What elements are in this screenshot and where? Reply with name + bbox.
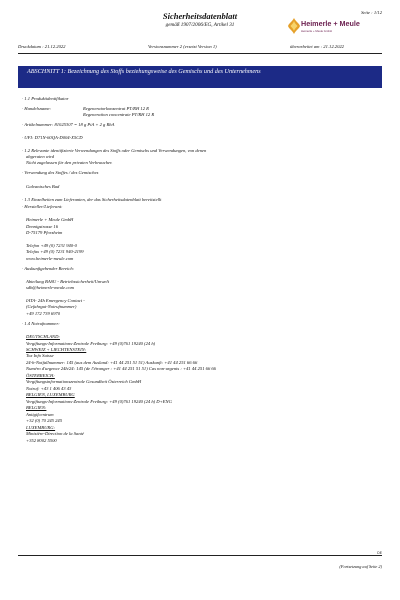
country-heading: SCHWEIZ + LIECHTENSTEIN: bbox=[26, 347, 87, 352]
country-heading: LUXEMBURG: bbox=[26, 425, 56, 430]
text-line: Vergiftungs-Informations-Zentrale Freiburg: +49 (0)761 19240 (24 h) D+ENG bbox=[26, 399, 172, 404]
text-line: +49 172 739 6970 bbox=[26, 311, 61, 316]
logo-name: Heimerle + Meule bbox=[301, 19, 360, 28]
logo-tagline: Heimerle + Meule GmbH bbox=[301, 29, 332, 33]
text-line: IATA- 24h Emergency Contact - bbox=[26, 298, 85, 303]
text-line: +32 (0) 70 245 245 bbox=[26, 418, 63, 423]
text-line: Abteilung BASU - Betriebssicherheit/Umwelt bbox=[26, 279, 109, 284]
email-link[interactable]: sdb@heimerle-meule.com bbox=[26, 285, 74, 290]
section-1-heading-box bbox=[18, 66, 382, 88]
revision-date: überarbeitet am : 21.12.2022 bbox=[290, 44, 344, 49]
text-line: 24-h-Notfallnummer: 145 (aus dem Ausland: +41 44 251 51 51) Auskunft: +41 44 251 66 66 bbox=[26, 360, 198, 365]
country-heading: BELGIEN, LUXEMBURG bbox=[26, 392, 75, 397]
continuation-note: (Fortsetzung auf Seite 2) bbox=[339, 564, 382, 569]
text-line: Vergiftungsinformationszentrale Gesundheit Österreich GmbH bbox=[26, 379, 142, 384]
header-divider bbox=[18, 53, 382, 54]
text-line: (Gefahrgut-Notrufnummer) bbox=[26, 304, 77, 309]
text-line: abgeraten wird bbox=[26, 154, 55, 159]
text-line: · Hersteller/Lieferant: bbox=[22, 204, 63, 209]
text-line: · Auskunftgebender Bereich: bbox=[22, 266, 75, 271]
text-line: · Handelsname: bbox=[22, 106, 52, 111]
text-line: Heimerle + Meule GmbH bbox=[26, 217, 74, 222]
text-line: · 1.2 Relevante identifizierte Verwendungen des Stoffs oder Gemischs und Verwendungen, von denen bbox=[22, 148, 207, 153]
country-heading: DEUTSCHLAND: bbox=[26, 334, 60, 339]
text-line: Galvanisches Bad bbox=[26, 184, 60, 189]
text-line: · Artikelnummer: 81025307 = 18 g PtA + 2 g RhA bbox=[22, 122, 115, 127]
document-title: Sicherheitsdatenblatt bbox=[162, 11, 238, 21]
footer-divider bbox=[18, 555, 382, 556]
text-line: Antigifcentrum bbox=[26, 412, 54, 417]
page-number: Seite : 1/12 bbox=[361, 10, 382, 15]
text-line: D-75179 Pforzheim bbox=[26, 230, 63, 235]
country-heading: ÖSTERREICH: bbox=[26, 373, 55, 378]
company-logo-icon bbox=[287, 17, 301, 35]
print-date: Druckdatum : 21.12.2022 bbox=[18, 44, 66, 49]
section-1-heading: ABSCHNITT 1: Bezeichnung des Stoffs beziehungsweise des Gemischs und des Unternehmens bbox=[27, 68, 261, 75]
website-link[interactable]: www.heimerle-meule.com bbox=[26, 256, 74, 261]
text-line: Numéro d'urgence 24h/24: 145 (de l'étranger : +41 44 251 51 51) Cas non-urgents : +41 44 251 66 66 bbox=[26, 366, 216, 371]
language-code: DE bbox=[377, 551, 382, 555]
text-line: +352 8002 5500 bbox=[26, 438, 57, 443]
text-line: Notruf: +43 1 406 43 43 bbox=[26, 386, 72, 391]
text-line: Vergiftungs-Informations-Zentrale Freiburg: +49 (0)761 19240 (24 h) bbox=[26, 341, 156, 346]
text-line: Telefon +49 (0) 7231 940-0 bbox=[26, 243, 77, 248]
text-line: · Verwendung des Stoffes / des Gemisches bbox=[22, 170, 99, 175]
text-line: Telefax +49 (0) 7231 940-2199 bbox=[26, 249, 84, 254]
version-number: Versionsnummer 2 (ersetzt Version 1) bbox=[148, 44, 217, 49]
country-heading: BELGIEN: bbox=[26, 405, 47, 410]
text-line: Nicht zugelassen für den privaten Verbraucher. bbox=[26, 160, 113, 165]
text-line: Regeneratorkonzentrat PT/RH 12 R bbox=[83, 106, 149, 111]
text-line: Ministère-Direction de la Santé bbox=[26, 431, 84, 436]
document-subtitle: gemäß 1907/2006/EG, Artikel 31 bbox=[165, 22, 235, 28]
text-line: · 1.4 Notrufnummer: bbox=[22, 321, 60, 326]
text-line: Tox Info Suisse bbox=[26, 353, 54, 358]
text-line: · UFI: D71N-60QA-D004-X5CD bbox=[22, 135, 83, 140]
text-line: · 1.3 Einzelheiten zum Lieferanten, der das Sicherheitsdatenblatt bereitstellt bbox=[22, 197, 162, 202]
text-line: Dennigstrasse 16 bbox=[26, 224, 59, 229]
text-line: · 1.1 Produktidentifikator bbox=[22, 96, 69, 101]
text-line: Regeneration concentrate PT/RH 12 R bbox=[83, 112, 155, 117]
